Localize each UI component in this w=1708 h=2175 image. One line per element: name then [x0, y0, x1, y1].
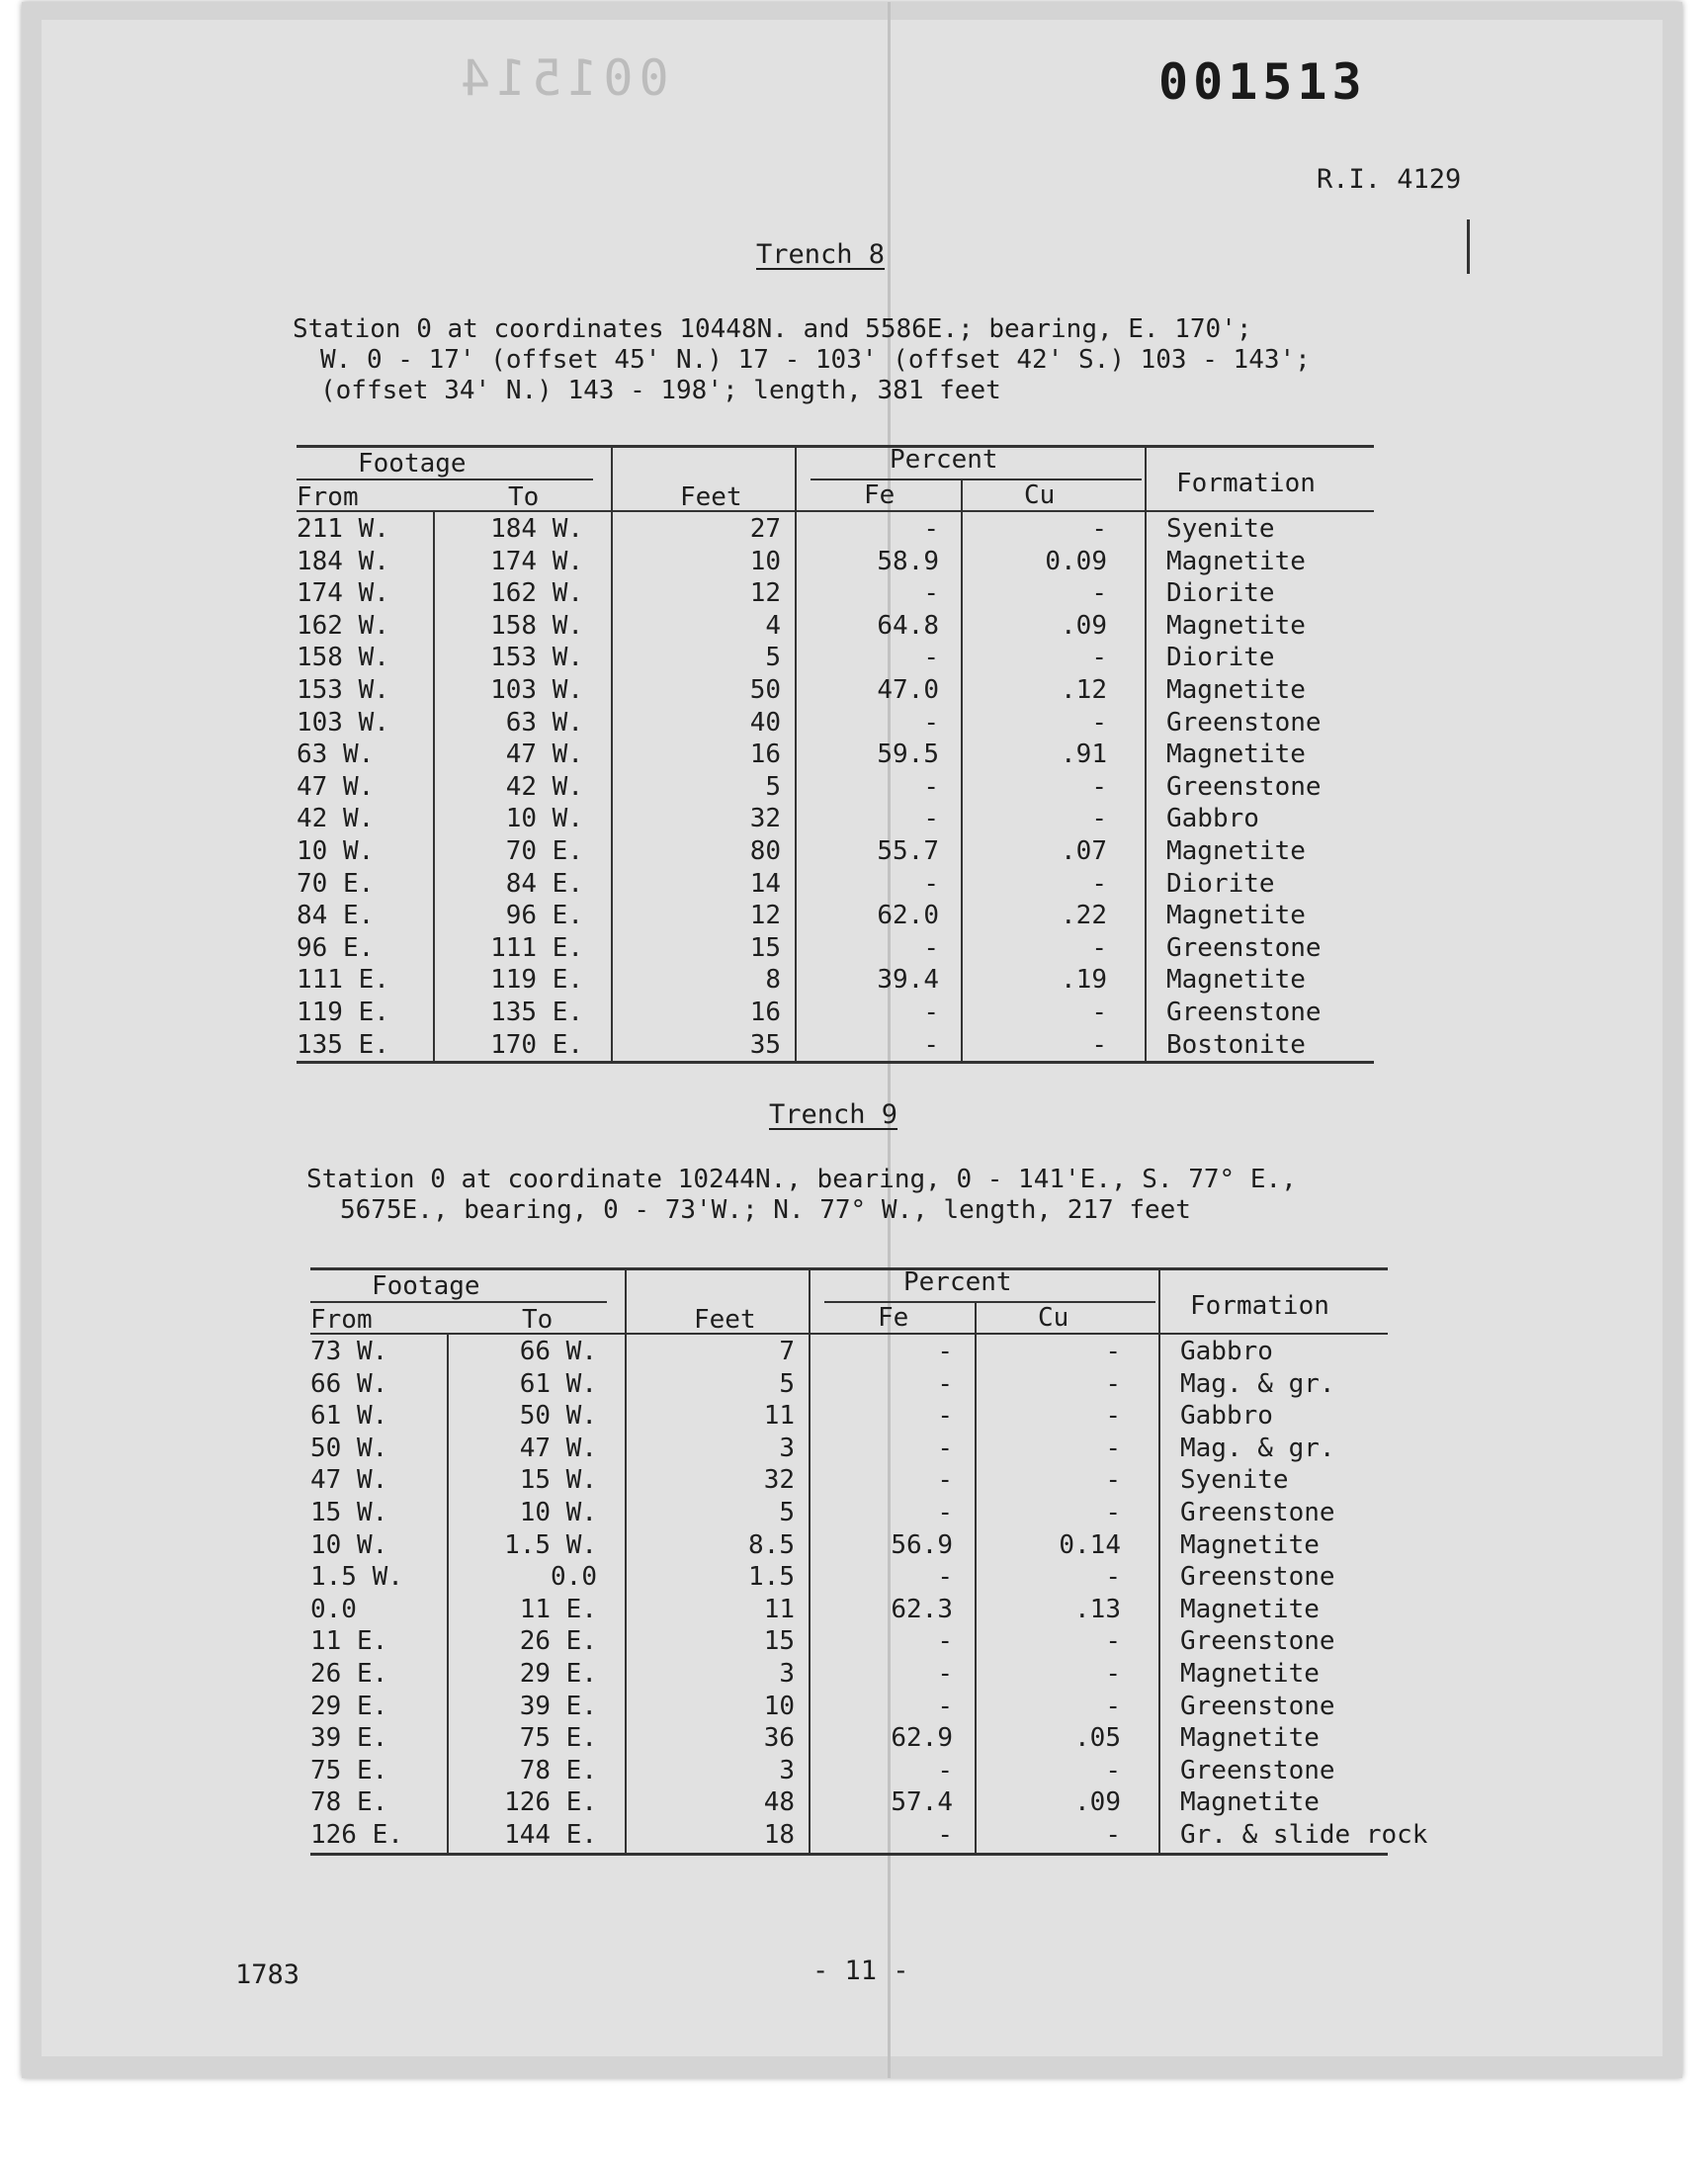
cell-feet: 8	[765, 965, 781, 996]
table-rule	[310, 1333, 1388, 1335]
cell-feet: 5	[779, 1368, 795, 1399]
cell-from: 11 E.	[310, 1626, 388, 1657]
table-column-rule	[975, 1301, 977, 1853]
cell-formation: Greenstone	[1166, 932, 1322, 963]
header-fe: Fe	[878, 1303, 909, 1333]
description-line: Station 0 at coordinate 10244N., bearing, 0 - 141'E., S. 77° E.,	[306, 1165, 1297, 1194]
table-column-rule	[1158, 1267, 1160, 1853]
cell-feet: 4	[765, 610, 781, 641]
header-feet: Feet	[680, 482, 742, 512]
cell-from: 63 W.	[297, 740, 375, 770]
cell-to: 184 W.	[490, 514, 583, 544]
cell-fe: -	[937, 1755, 953, 1785]
cell-cu: -	[1091, 804, 1107, 834]
cell-fe: 57.4	[891, 1787, 953, 1818]
cell-fe: -	[937, 1820, 953, 1850]
cell-to: 29 E.	[519, 1659, 597, 1689]
cell-feet: 16	[749, 998, 781, 1027]
cell-fe: -	[923, 514, 939, 544]
description-line: (offset 34' N.) 143 - 198'; length, 381 feet	[320, 376, 1001, 405]
cell-formation: Greenstone	[1180, 1755, 1335, 1785]
page-number: - 11 -	[812, 1956, 909, 1986]
cell-to: 11 E.	[519, 1594, 597, 1624]
cell-formation: Magnetite	[1166, 836, 1306, 866]
cell-from: 0.0	[310, 1594, 357, 1624]
trench-8-table	[297, 445, 1374, 1068]
document-number: 001513	[1158, 53, 1367, 111]
cell-cu: 0.14	[1059, 1529, 1121, 1560]
cell-fe: 47.0	[877, 675, 939, 705]
cell-cu: -	[1091, 1029, 1107, 1060]
table-rule	[310, 1267, 1388, 1270]
cell-from: 119 E.	[297, 998, 389, 1027]
cell-fe: -	[923, 707, 939, 738]
cell-fe: -	[923, 998, 939, 1027]
cell-from: 10 W.	[297, 836, 375, 866]
cell-feet: 50	[749, 675, 781, 705]
header-footage: Footage	[372, 1271, 480, 1301]
cell-fe: 56.9	[891, 1529, 953, 1560]
cell-feet: 14	[749, 868, 781, 899]
cell-feet: 32	[749, 804, 781, 834]
cell-formation: Magnetite	[1166, 901, 1306, 931]
cell-to: 42 W.	[505, 771, 583, 802]
cell-cu: -	[1091, 868, 1107, 899]
cell-formation: Mag. & gr.	[1180, 1368, 1335, 1399]
cell-to: 15 W.	[519, 1465, 597, 1496]
cell-cu: -	[1105, 1498, 1121, 1527]
footer-left-number: 1783	[235, 1959, 300, 1990]
cell-from: 158 W.	[297, 643, 389, 673]
cell-fe: -	[937, 1659, 953, 1689]
cell-feet: 15	[749, 932, 781, 963]
cell-from: 70 E.	[297, 868, 375, 899]
cell-cu: -	[1105, 1820, 1121, 1850]
cell-fe: 55.7	[877, 836, 939, 866]
cell-to: 39 E.	[519, 1691, 597, 1721]
cell-from: 47 W.	[310, 1465, 388, 1496]
cell-feet: 32	[763, 1465, 795, 1496]
cell-to: 47 W.	[519, 1433, 597, 1463]
cell-from: 73 W.	[310, 1337, 388, 1366]
cell-from: 103 W.	[297, 707, 389, 738]
cell-fe: -	[937, 1626, 953, 1657]
cell-fe: -	[923, 1029, 939, 1060]
cell-cu: .07	[1061, 836, 1107, 866]
cell-fe: -	[923, 578, 939, 609]
cell-cu: -	[1105, 1691, 1121, 1721]
cell-cu: -	[1091, 514, 1107, 544]
cell-to: 26 E.	[519, 1626, 597, 1657]
cell-to: 78 E.	[519, 1755, 597, 1785]
table-column-rule	[1145, 445, 1147, 1061]
cell-to: 103 W.	[490, 675, 583, 705]
cell-fe: -	[937, 1562, 953, 1593]
cell-feet: 7	[779, 1337, 795, 1366]
cell-from: 61 W.	[310, 1401, 388, 1432]
cell-fe: -	[923, 804, 939, 834]
cell-cu: -	[1105, 1626, 1121, 1657]
header-feet: Feet	[694, 1305, 756, 1335]
table-rule	[310, 1301, 607, 1303]
margin-mark	[1467, 219, 1470, 274]
cell-to: 96 E.	[505, 901, 583, 931]
cell-fe: 39.4	[877, 965, 939, 996]
cell-feet: 12	[749, 901, 781, 931]
cell-formation: Greenstone	[1166, 707, 1322, 738]
cell-formation: Magnetite	[1166, 965, 1306, 996]
cell-from: 66 W.	[310, 1368, 388, 1399]
cell-fe: -	[937, 1433, 953, 1463]
cell-cu: -	[1105, 1659, 1121, 1689]
cell-formation: Gabbro	[1166, 804, 1259, 834]
cell-formation: Gabbro	[1180, 1401, 1273, 1432]
cell-feet: 18	[763, 1820, 795, 1850]
table-rule	[297, 445, 1374, 448]
cell-to: 144 E.	[504, 1820, 597, 1850]
header-from: From	[297, 482, 359, 512]
cell-cu: -	[1105, 1368, 1121, 1399]
cell-formation: Magnetite	[1180, 1594, 1320, 1624]
cell-to: 170 E.	[490, 1029, 583, 1060]
table-rule	[811, 478, 1142, 480]
cell-to: 75 E.	[519, 1723, 597, 1754]
cell-from: 50 W.	[310, 1433, 388, 1463]
cell-fe: 62.3	[891, 1594, 953, 1624]
cell-cu: .09	[1074, 1787, 1121, 1818]
header-from: From	[310, 1305, 373, 1335]
cell-from: 1.5 W.	[310, 1562, 403, 1593]
table-column-rule	[433, 510, 435, 1061]
cell-formation: Diorite	[1166, 578, 1275, 609]
cell-formation: Magnetite	[1166, 740, 1306, 770]
table-column-rule	[625, 1267, 627, 1853]
cell-fe: 64.8	[877, 610, 939, 641]
cell-feet: 36	[763, 1723, 795, 1754]
trench-8-description	[293, 314, 1311, 406]
cell-feet: 10	[763, 1691, 795, 1721]
header-percent: Percent	[890, 445, 998, 475]
cell-formation: Greenstone	[1180, 1691, 1335, 1721]
header-cu: Cu	[1038, 1303, 1069, 1333]
cell-to: 10 W.	[519, 1498, 597, 1527]
cell-cu: -	[1105, 1401, 1121, 1432]
cell-from: 174 W.	[297, 578, 389, 609]
cell-to: 119 E.	[490, 965, 583, 996]
cell-fe: 62.9	[891, 1723, 953, 1754]
cell-fe: -	[937, 1691, 953, 1721]
cell-cu: 0.09	[1045, 546, 1107, 576]
cell-from: 111 E.	[297, 965, 389, 996]
cell-cu: .19	[1061, 965, 1107, 996]
cell-feet: 80	[749, 836, 781, 866]
cell-feet: 3	[779, 1433, 795, 1463]
cell-from: 153 W.	[297, 675, 389, 705]
cell-cu: -	[1091, 998, 1107, 1027]
cell-formation: Greenstone	[1180, 1562, 1335, 1593]
cell-fe: -	[923, 868, 939, 899]
cell-fe: -	[923, 643, 939, 673]
cell-to: 153 W.	[490, 643, 583, 673]
bleed-through-number: 001514	[455, 49, 669, 107]
cell-to: 126 E.	[504, 1787, 597, 1818]
cell-from: 78 E.	[310, 1787, 388, 1818]
cell-fe: -	[923, 771, 939, 802]
table-rule	[310, 1853, 1388, 1856]
cell-from: 47 W.	[297, 771, 375, 802]
cell-from: 75 E.	[310, 1755, 388, 1785]
cell-from: 15 W.	[310, 1498, 388, 1527]
cell-from: 184 W.	[297, 546, 389, 576]
cell-to: 135 E.	[490, 998, 583, 1027]
cell-formation: Magnetite	[1166, 675, 1306, 705]
cell-from: 26 E.	[310, 1659, 388, 1689]
header-to: To	[522, 1305, 554, 1335]
cell-feet: 16	[749, 740, 781, 770]
scanned-page	[22, 2, 1682, 2078]
table-column-rule	[611, 445, 613, 1061]
table-column-rule	[795, 445, 797, 1061]
cell-cu: -	[1105, 1337, 1121, 1366]
cell-feet: 12	[749, 578, 781, 609]
cell-feet: 11	[763, 1401, 795, 1432]
cell-to: 158 W.	[490, 610, 583, 641]
cell-to: 10 W.	[505, 804, 583, 834]
table-rule	[297, 510, 1374, 512]
cell-to: 47 W.	[505, 740, 583, 770]
cell-feet: 3	[779, 1755, 795, 1785]
cell-to: 174 W.	[490, 546, 583, 576]
header-formation: Formation	[1190, 1291, 1329, 1321]
description-line: 5675E., bearing, 0 - 73'W.; N. 77° W., length, 217 feet	[340, 1195, 1191, 1225]
cell-to: 111 E.	[490, 932, 583, 963]
cell-feet: 40	[749, 707, 781, 738]
cell-formation: Magnetite	[1180, 1787, 1320, 1818]
cell-from: 126 E.	[310, 1820, 403, 1850]
cell-cu: -	[1105, 1755, 1121, 1785]
cell-cu: -	[1091, 707, 1107, 738]
cell-to: 84 E.	[505, 868, 583, 899]
cell-to: 162 W.	[490, 578, 583, 609]
cell-to: 1.5 W.	[504, 1529, 597, 1560]
cell-cu: -	[1091, 643, 1107, 673]
cell-cu: -	[1105, 1433, 1121, 1463]
cell-cu: -	[1091, 932, 1107, 963]
header-to: To	[508, 482, 540, 512]
cell-cu: .13	[1074, 1594, 1121, 1624]
cell-formation: Diorite	[1166, 868, 1275, 899]
cell-feet: 11	[763, 1594, 795, 1624]
cell-cu: -	[1105, 1562, 1121, 1593]
cell-to: 0.0	[551, 1562, 597, 1593]
table-rule	[297, 1061, 1374, 1064]
cell-feet: 48	[763, 1787, 795, 1818]
trench-9-description	[306, 1165, 1297, 1226]
cell-cu: .91	[1061, 740, 1107, 770]
cell-formation: Greenstone	[1180, 1626, 1335, 1657]
header-footage: Footage	[358, 449, 467, 478]
cell-fe: -	[923, 932, 939, 963]
table-column-rule	[447, 1333, 449, 1853]
cell-feet: 27	[749, 514, 781, 544]
cell-fe: 62.0	[877, 901, 939, 931]
cell-cu: .12	[1061, 675, 1107, 705]
cell-formation: Magnetite	[1180, 1529, 1320, 1560]
cell-formation: Diorite	[1166, 643, 1275, 673]
cell-formation: Syenite	[1166, 514, 1275, 544]
cell-feet: 15	[763, 1626, 795, 1657]
cell-cu: .05	[1074, 1723, 1121, 1754]
cell-from: 39 E.	[310, 1723, 388, 1754]
header-fe: Fe	[864, 480, 896, 510]
cell-cu: .09	[1061, 610, 1107, 641]
cell-formation: Greenstone	[1166, 771, 1322, 802]
cell-from: 42 W.	[297, 804, 375, 834]
cell-to: 63 W.	[505, 707, 583, 738]
cell-from: 84 E.	[297, 901, 375, 931]
cell-feet: 5	[765, 643, 781, 673]
table-rule	[824, 1301, 1155, 1303]
description-line: Station 0 at coordinates 10448N. and 5586E.; bearing, E. 170';	[293, 314, 1252, 344]
cell-from: 29 E.	[310, 1691, 388, 1721]
cell-fe: -	[937, 1401, 953, 1432]
cell-formation: Magnetite	[1180, 1659, 1320, 1689]
cell-to: 50 W.	[519, 1401, 597, 1432]
table-column-rule	[809, 1267, 811, 1853]
cell-feet: 10	[749, 546, 781, 576]
table-rule	[297, 478, 593, 480]
cell-formation: Syenite	[1180, 1465, 1289, 1496]
header-cu: Cu	[1024, 480, 1056, 510]
cell-fe: -	[937, 1465, 953, 1496]
cell-fe: 59.5	[877, 740, 939, 770]
cell-formation: Magnetite	[1180, 1723, 1320, 1754]
cell-formation: Mag. & gr.	[1180, 1433, 1335, 1463]
cell-fe: 58.9	[877, 546, 939, 576]
cell-formation: Gr. & slide rock	[1180, 1820, 1428, 1850]
cell-feet: 5	[765, 771, 781, 802]
header-percent: Percent	[903, 1267, 1012, 1297]
cell-formation: Magnetite	[1166, 610, 1306, 641]
cell-formation: Greenstone	[1180, 1498, 1335, 1527]
cell-formation: Bostonite	[1166, 1029, 1306, 1060]
trench-9-title: Trench 9	[769, 1099, 898, 1130]
cell-fe: -	[937, 1498, 953, 1527]
cell-cu: .22	[1061, 901, 1107, 931]
trench-8-title: Trench 8	[756, 239, 886, 270]
table-column-rule	[961, 478, 963, 1061]
cell-feet: 8.5	[748, 1529, 795, 1560]
cell-cu: -	[1091, 578, 1107, 609]
cell-from: 162 W.	[297, 610, 389, 641]
cell-feet: 5	[779, 1498, 795, 1527]
trench-9-table	[310, 1267, 1428, 1861]
cell-cu: -	[1091, 771, 1107, 802]
cell-from: 135 E.	[297, 1029, 389, 1060]
description-line: W. 0 - 17' (offset 45' N.) 17 - 103' (offset 42' S.) 103 - 143';	[320, 345, 1311, 375]
cell-from: 211 W.	[297, 514, 389, 544]
cell-from: 10 W.	[310, 1529, 388, 1560]
cell-cu: -	[1105, 1465, 1121, 1496]
cell-to: 66 W.	[519, 1337, 597, 1366]
cell-formation: Magnetite	[1166, 546, 1306, 576]
cell-to: 70 E.	[505, 836, 583, 866]
cell-feet: 35	[749, 1029, 781, 1060]
cell-fe: -	[937, 1337, 953, 1366]
cell-formation: Gabbro	[1180, 1337, 1273, 1366]
header-formation: Formation	[1176, 469, 1316, 498]
cell-formation: Greenstone	[1166, 998, 1322, 1027]
report-id: R.I. 4129	[1317, 164, 1462, 195]
cell-fe: -	[937, 1368, 953, 1399]
cell-to: 61 W.	[519, 1368, 597, 1399]
cell-feet: 1.5	[748, 1562, 795, 1593]
cell-feet: 3	[779, 1659, 795, 1689]
cell-from: 96 E.	[297, 932, 375, 963]
